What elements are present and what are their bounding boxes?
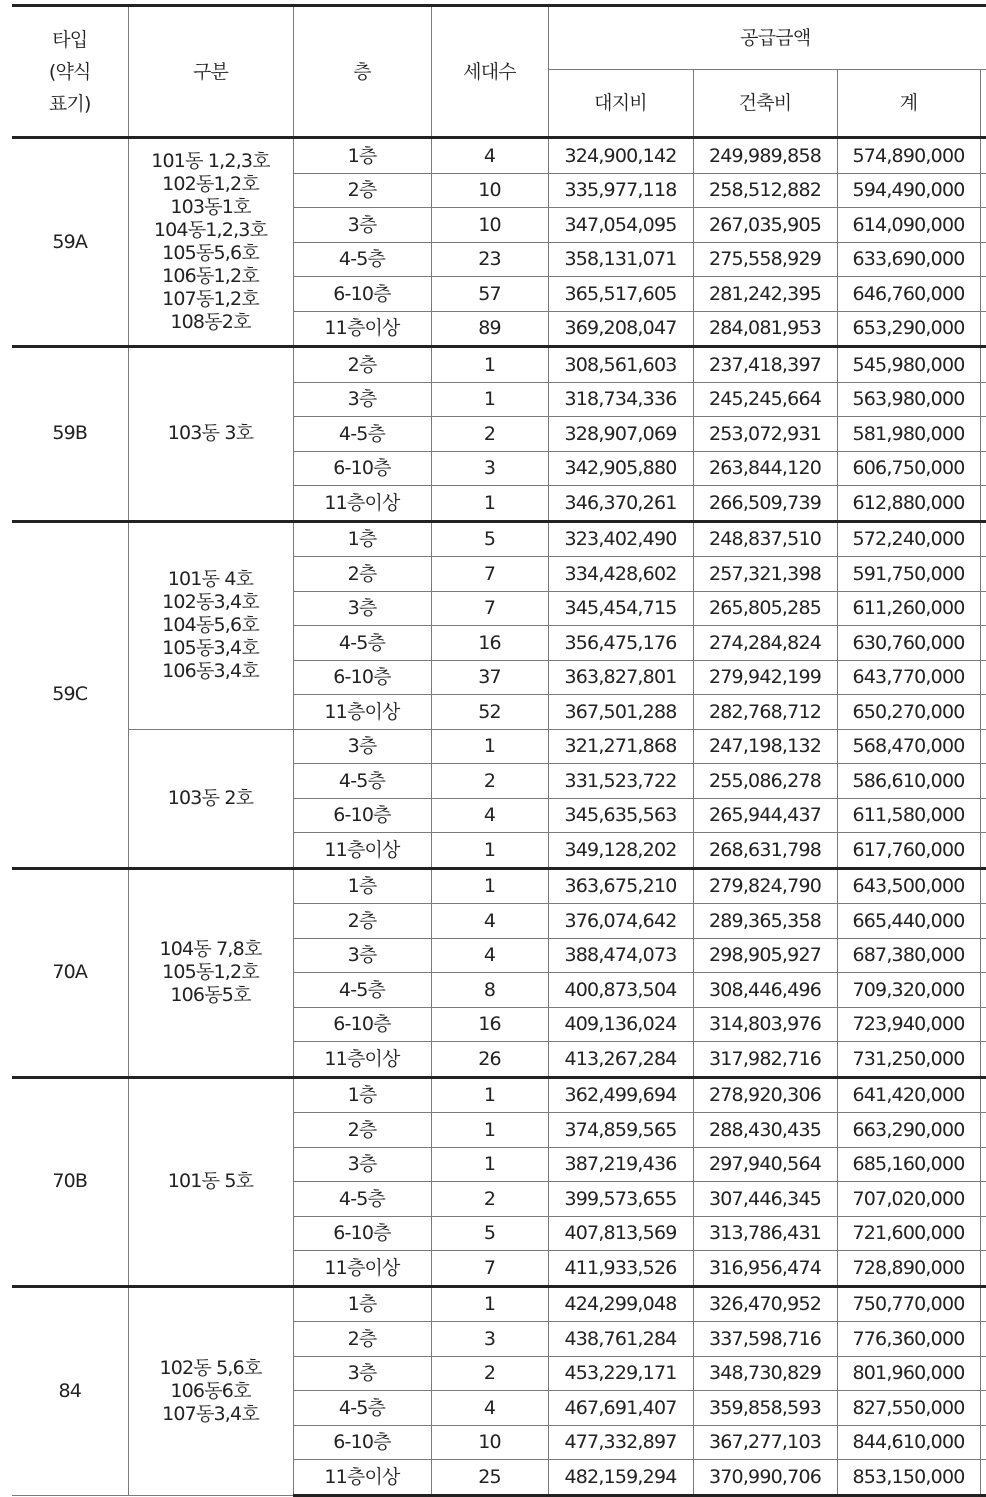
filler-cell: [980, 904, 986, 939]
units-cell: 23: [431, 242, 548, 277]
building-cost-cell: 298,905,927: [693, 938, 837, 973]
land-cost-cell: 376,074,642: [548, 904, 693, 939]
table-row: [12, 521, 986, 557]
units-cell: 1: [431, 1147, 548, 1182]
table-row: [12, 1077, 986, 1113]
header-section: 구분: [128, 6, 293, 138]
filler-cell: [980, 1216, 986, 1251]
type-cell: 70A: [12, 868, 128, 1077]
floor-cell: 4-5층: [293, 973, 431, 1008]
filler-cell: [980, 1286, 986, 1322]
header-filler: [980, 70, 986, 138]
units-cell: 2: [431, 1356, 548, 1391]
land-cost-cell: 367,501,288: [548, 695, 693, 730]
floor-cell: 11층이상: [293, 833, 431, 869]
land-cost-cell: 346,370,261: [548, 486, 693, 522]
section-label-line: 104동5,6호: [162, 614, 259, 636]
units-cell: 8: [431, 973, 548, 1008]
building-cost-cell: 247,198,132: [693, 729, 837, 764]
section-label-line: 105동5,6호: [162, 242, 259, 264]
table-row: [12, 347, 986, 383]
units-cell: 4: [431, 798, 548, 833]
land-cost-cell: 345,454,715: [548, 591, 693, 626]
filler-cell: [980, 382, 986, 417]
filler-cell: [980, 1425, 986, 1460]
section-label-line: 101동 4호: [167, 568, 254, 590]
building-cost-cell: 282,768,712: [693, 695, 837, 730]
filler-cell: [980, 486, 986, 522]
filler-cell: [980, 451, 986, 486]
land-cost-cell: 362,499,694: [548, 1077, 693, 1113]
land-cost-cell: 328,907,069: [548, 417, 693, 452]
land-cost-cell: 342,905,880: [548, 451, 693, 486]
total-cell: 545,980,000: [837, 347, 980, 383]
building-cost-cell: 284,081,953: [693, 311, 837, 347]
floor-cell: 4-5층: [293, 1182, 431, 1217]
floor-cell: 6-10층: [293, 1425, 431, 1460]
floor-cell: 4-5층: [293, 1391, 431, 1426]
land-cost-cell: 363,827,801: [548, 660, 693, 695]
total-cell: 643,770,000: [837, 660, 980, 695]
land-cost-cell: 349,128,202: [548, 833, 693, 869]
building-cost-cell: 249,989,858: [693, 138, 837, 174]
building-cost-cell: 348,730,829: [693, 1356, 837, 1391]
header-building-cost: 건축비: [693, 70, 837, 138]
building-cost-cell: 275,558,929: [693, 242, 837, 277]
floor-cell: 2층: [293, 1322, 431, 1357]
floor-cell: 6-10층: [293, 1216, 431, 1251]
building-cost-cell: 248,837,510: [693, 521, 837, 557]
filler-cell: [980, 1391, 986, 1426]
filler-cell: [980, 660, 986, 695]
section-label-line: 107동1,2호: [162, 288, 259, 310]
floor-cell: 3층: [293, 1356, 431, 1391]
header-type-line: 표기): [48, 92, 91, 115]
filler-cell: [980, 1113, 986, 1148]
units-cell: 1: [431, 833, 548, 869]
filler-cell: [980, 1147, 986, 1182]
building-cost-cell: 274,284,824: [693, 626, 837, 661]
units-cell: 16: [431, 626, 548, 661]
type-cell: 59C: [12, 521, 128, 868]
floor-cell: 11층이상: [293, 1460, 431, 1496]
total-cell: 591,750,000: [837, 557, 980, 592]
building-cost-cell: 255,086,278: [693, 764, 837, 799]
units-cell: 1: [431, 1113, 548, 1148]
units-cell: 25: [431, 1460, 548, 1496]
section-cell: [128, 1286, 293, 1495]
filler-cell: [980, 591, 986, 626]
floor-cell: 4-5층: [293, 242, 431, 277]
total-cell: 721,600,000: [837, 1216, 980, 1251]
header-floor: 층: [293, 6, 431, 138]
floor-cell: 1층: [293, 138, 431, 174]
total-cell: 563,980,000: [837, 382, 980, 417]
units-cell: 4: [431, 938, 548, 973]
units-cell: 10: [431, 173, 548, 208]
filler-cell: [980, 311, 986, 347]
units-cell: 7: [431, 591, 548, 626]
total-cell: 687,380,000: [837, 938, 980, 973]
building-cost-cell: 313,786,431: [693, 1216, 837, 1251]
building-cost-cell: 278,920,306: [693, 1077, 837, 1113]
section-cell: [128, 729, 293, 868]
section-label-line: 102동1,2호: [162, 173, 259, 195]
building-cost-cell: 308,446,496: [693, 973, 837, 1008]
total-cell: 606,750,000: [837, 451, 980, 486]
filler-cell: [980, 417, 986, 452]
land-cost-cell: 409,136,024: [548, 1007, 693, 1042]
filler-cell: [980, 1007, 986, 1042]
building-cost-cell: 370,990,706: [693, 1460, 837, 1496]
building-cost-cell: 265,805,285: [693, 591, 837, 626]
section-label-line: 105동1,2호: [162, 961, 259, 983]
section-label-line: 101동 5호: [167, 1170, 254, 1192]
filler-cell: [980, 1460, 986, 1496]
section-label-line: 106동6호: [170, 1379, 251, 1402]
filler-cell: [980, 626, 986, 661]
total-cell: 581,980,000: [837, 417, 980, 452]
land-cost-cell: 388,474,073: [548, 938, 693, 973]
building-cost-cell: 367,277,103: [693, 1425, 837, 1460]
land-cost-cell: 467,691,407: [548, 1391, 693, 1426]
total-cell: 707,020,000: [837, 1182, 980, 1217]
type-cell: 59B: [12, 347, 128, 522]
section-label-line: 108동2호: [170, 311, 251, 333]
header-supply-price: 공급금액: [548, 6, 986, 70]
section-label-line: 102동3,4호: [162, 591, 259, 613]
land-cost-cell: 400,873,504: [548, 973, 693, 1008]
floor-cell: 3층: [293, 938, 431, 973]
building-cost-cell: 237,418,397: [693, 347, 837, 383]
type-cell: 84: [12, 1286, 128, 1495]
total-cell: 709,320,000: [837, 973, 980, 1008]
price-table-container: [12, 4, 986, 1497]
filler-cell: [980, 938, 986, 973]
floor-cell: 11층이상: [293, 695, 431, 730]
land-cost-cell: 482,159,294: [548, 1460, 693, 1496]
land-cost-cell: 347,054,095: [548, 208, 693, 243]
total-cell: 750,770,000: [837, 1286, 980, 1322]
building-cost-cell: 258,512,882: [693, 173, 837, 208]
filler-cell: [980, 1077, 986, 1113]
table-row: [12, 729, 986, 764]
header-units: 세대수: [431, 6, 548, 138]
land-cost-cell: 438,761,284: [548, 1322, 693, 1357]
land-cost-cell: 374,859,565: [548, 1113, 693, 1148]
filler-cell: [980, 277, 986, 312]
land-cost-cell: 477,332,897: [548, 1425, 693, 1460]
building-cost-cell: 263,844,120: [693, 451, 837, 486]
land-cost-cell: 308,561,603: [548, 347, 693, 383]
units-cell: 4: [431, 904, 548, 939]
table-header: [12, 6, 986, 138]
total-cell: 801,960,000: [837, 1356, 980, 1391]
table-row: [12, 138, 986, 174]
land-cost-cell: 407,813,569: [548, 1216, 693, 1251]
floor-cell: 6-10층: [293, 277, 431, 312]
units-cell: 5: [431, 521, 548, 557]
filler-cell: [980, 1322, 986, 1357]
total-cell: 723,940,000: [837, 1007, 980, 1042]
header-type: [12, 6, 128, 138]
land-cost-cell: 356,475,176: [548, 626, 693, 661]
filler-cell: [980, 798, 986, 833]
floor-cell: 11층이상: [293, 486, 431, 522]
building-cost-cell: 268,631,798: [693, 833, 837, 869]
total-cell: 574,890,000: [837, 138, 980, 174]
building-cost-cell: 279,942,199: [693, 660, 837, 695]
building-cost-cell: 316,956,474: [693, 1251, 837, 1287]
total-cell: 646,760,000: [837, 277, 980, 312]
land-cost-cell: 424,299,048: [548, 1286, 693, 1322]
floor-cell: 4-5층: [293, 417, 431, 452]
units-cell: 4: [431, 1391, 548, 1426]
building-cost-cell: 245,245,664: [693, 382, 837, 417]
total-cell: 728,890,000: [837, 1251, 980, 1287]
units-cell: 1: [431, 382, 548, 417]
floor-cell: 11층이상: [293, 1042, 431, 1078]
total-cell: 853,150,000: [837, 1460, 980, 1496]
total-cell: 611,260,000: [837, 591, 980, 626]
building-cost-cell: 326,470,952: [693, 1286, 837, 1322]
land-cost-cell: 387,219,436: [548, 1147, 693, 1182]
floor-cell: 3층: [293, 729, 431, 764]
units-cell: 2: [431, 417, 548, 452]
land-cost-cell: 321,271,868: [548, 729, 693, 764]
type-cell: 59A: [12, 138, 128, 347]
units-cell: 1: [431, 1077, 548, 1113]
supply-price-table: [12, 4, 986, 1497]
filler-cell: [980, 764, 986, 799]
total-cell: 617,760,000: [837, 833, 980, 869]
section-label-line: 103동 3호: [167, 422, 254, 445]
section-cell: [128, 1077, 293, 1286]
building-cost-cell: 317,982,716: [693, 1042, 837, 1078]
type-cell: 70B: [12, 1077, 128, 1286]
section-label-line: 107동3,4호: [162, 1402, 259, 1425]
filler-cell: [980, 242, 986, 277]
building-cost-cell: 253,072,931: [693, 417, 837, 452]
building-cost-cell: 267,035,905: [693, 208, 837, 243]
units-cell: 4: [431, 138, 548, 174]
floor-cell: 1층: [293, 1077, 431, 1113]
total-cell: 586,610,000: [837, 764, 980, 799]
total-cell: 611,580,000: [837, 798, 980, 833]
table-row: [12, 1286, 986, 1322]
filler-cell: [980, 347, 986, 383]
units-cell: 2: [431, 764, 548, 799]
units-cell: 37: [431, 660, 548, 695]
section-label-line: 101동 1,2,3호: [151, 150, 270, 172]
floor-cell: 1층: [293, 868, 431, 904]
units-cell: 3: [431, 451, 548, 486]
floor-cell: 11층이상: [293, 1251, 431, 1287]
units-cell: 7: [431, 557, 548, 592]
land-cost-cell: 399,573,655: [548, 1182, 693, 1217]
filler-cell: [980, 973, 986, 1008]
floor-cell: 6-10층: [293, 1007, 431, 1042]
land-cost-cell: 324,900,142: [548, 138, 693, 174]
building-cost-cell: 297,940,564: [693, 1147, 837, 1182]
land-cost-cell: 318,734,336: [548, 382, 693, 417]
total-cell: 653,290,000: [837, 311, 980, 347]
land-cost-cell: 411,933,526: [548, 1251, 693, 1287]
floor-cell: 4-5층: [293, 626, 431, 661]
section-label-line: 106동3,4호: [162, 660, 259, 682]
land-cost-cell: 334,428,602: [548, 557, 693, 592]
units-cell: 52: [431, 695, 548, 730]
section-cell: [128, 138, 293, 347]
section-label-line: 103동1호: [170, 196, 251, 218]
filler-cell: [980, 1251, 986, 1287]
total-cell: 650,270,000: [837, 695, 980, 730]
total-cell: 568,470,000: [837, 729, 980, 764]
floor-cell: 2층: [293, 1113, 431, 1148]
floor-cell: 1층: [293, 1286, 431, 1322]
header-type-line: 타입: [52, 28, 88, 51]
total-cell: 844,610,000: [837, 1425, 980, 1460]
floor-cell: 2층: [293, 904, 431, 939]
total-cell: 643,500,000: [837, 868, 980, 904]
units-cell: 5: [431, 1216, 548, 1251]
building-cost-cell: 257,321,398: [693, 557, 837, 592]
floor-cell: 6-10층: [293, 451, 431, 486]
filler-cell: [980, 557, 986, 592]
units-cell: 10: [431, 1425, 548, 1460]
land-cost-cell: 363,675,210: [548, 868, 693, 904]
header-total: 계: [837, 70, 980, 138]
units-cell: 89: [431, 311, 548, 347]
units-cell: 1: [431, 486, 548, 522]
floor-cell: 1층: [293, 521, 431, 557]
floor-cell: 3층: [293, 591, 431, 626]
total-cell: 614,090,000: [837, 208, 980, 243]
land-cost-cell: 331,523,722: [548, 764, 693, 799]
floor-cell: 6-10층: [293, 798, 431, 833]
land-cost-cell: 413,267,284: [548, 1042, 693, 1078]
land-cost-cell: 365,517,605: [548, 277, 693, 312]
total-cell: 594,490,000: [837, 173, 980, 208]
filler-cell: [980, 521, 986, 557]
land-cost-cell: 323,402,490: [548, 521, 693, 557]
floor-cell: 3층: [293, 1147, 431, 1182]
total-cell: 633,690,000: [837, 242, 980, 277]
building-cost-cell: 307,446,345: [693, 1182, 837, 1217]
filler-cell: [980, 833, 986, 869]
filler-cell: [980, 208, 986, 243]
total-cell: 663,290,000: [837, 1113, 980, 1148]
floor-cell: 3층: [293, 208, 431, 243]
units-cell: 3: [431, 1322, 548, 1357]
building-cost-cell: 279,824,790: [693, 868, 837, 904]
filler-cell: [980, 173, 986, 208]
section-label-line: 106동5호: [170, 984, 251, 1006]
filler-cell: [980, 868, 986, 904]
building-cost-cell: 359,858,593: [693, 1391, 837, 1426]
building-cost-cell: 289,365,358: [693, 904, 837, 939]
section-label-line: 103동 2호: [167, 786, 254, 809]
building-cost-cell: 266,509,739: [693, 486, 837, 522]
floor-cell: 6-10층: [293, 660, 431, 695]
header-land-cost: 대지비: [548, 70, 693, 138]
units-cell: 1: [431, 347, 548, 383]
land-cost-cell: 453,229,171: [548, 1356, 693, 1391]
total-cell: 630,760,000: [837, 626, 980, 661]
land-cost-cell: 345,635,563: [548, 798, 693, 833]
total-cell: 776,360,000: [837, 1322, 980, 1357]
total-cell: 685,160,000: [837, 1147, 980, 1182]
building-cost-cell: 288,430,435: [693, 1113, 837, 1148]
total-cell: 572,240,000: [837, 521, 980, 557]
filler-cell: [980, 1182, 986, 1217]
building-cost-cell: 337,598,716: [693, 1322, 837, 1357]
units-cell: 1: [431, 1286, 548, 1322]
total-cell: 665,440,000: [837, 904, 980, 939]
total-cell: 612,880,000: [837, 486, 980, 522]
floor-cell: 2층: [293, 557, 431, 592]
floor-cell: 3층: [293, 382, 431, 417]
floor-cell: 11층이상: [293, 311, 431, 347]
floor-cell: 4-5층: [293, 764, 431, 799]
total-cell: 731,250,000: [837, 1042, 980, 1078]
units-cell: 16: [431, 1007, 548, 1042]
filler-cell: [980, 695, 986, 730]
building-cost-cell: 265,944,437: [693, 798, 837, 833]
section-cell: [128, 868, 293, 1077]
section-cell: [128, 347, 293, 522]
building-cost-cell: 314,803,976: [693, 1007, 837, 1042]
section-label-line: 104동 7,8호: [159, 938, 262, 960]
section-label-line: 105동3,4호: [162, 637, 259, 659]
units-cell: 26: [431, 1042, 548, 1078]
units-cell: 1: [431, 729, 548, 764]
table-row: [12, 868, 986, 904]
section-label-line: 102동 5,6호: [159, 1356, 262, 1379]
section-cell: [128, 521, 293, 729]
units-cell: 57: [431, 277, 548, 312]
floor-cell: 2층: [293, 347, 431, 383]
total-cell: 827,550,000: [837, 1391, 980, 1426]
filler-cell: [980, 1356, 986, 1391]
units-cell: 1: [431, 868, 548, 904]
header-type-line: (약식: [48, 60, 91, 83]
table-body: [12, 138, 986, 1496]
floor-cell: 2층: [293, 173, 431, 208]
building-cost-cell: 281,242,395: [693, 277, 837, 312]
section-label-line: 104동1,2,3호: [153, 219, 268, 241]
units-cell: 10: [431, 208, 548, 243]
units-cell: 7: [431, 1251, 548, 1287]
units-cell: 2: [431, 1182, 548, 1217]
filler-cell: [980, 1042, 986, 1078]
total-cell: 641,420,000: [837, 1077, 980, 1113]
filler-cell: [980, 729, 986, 764]
filler-cell: [980, 138, 986, 174]
land-cost-cell: 358,131,071: [548, 242, 693, 277]
section-label-line: 106동1,2호: [162, 265, 259, 287]
land-cost-cell: 335,977,118: [548, 173, 693, 208]
land-cost-cell: 369,208,047: [548, 311, 693, 347]
